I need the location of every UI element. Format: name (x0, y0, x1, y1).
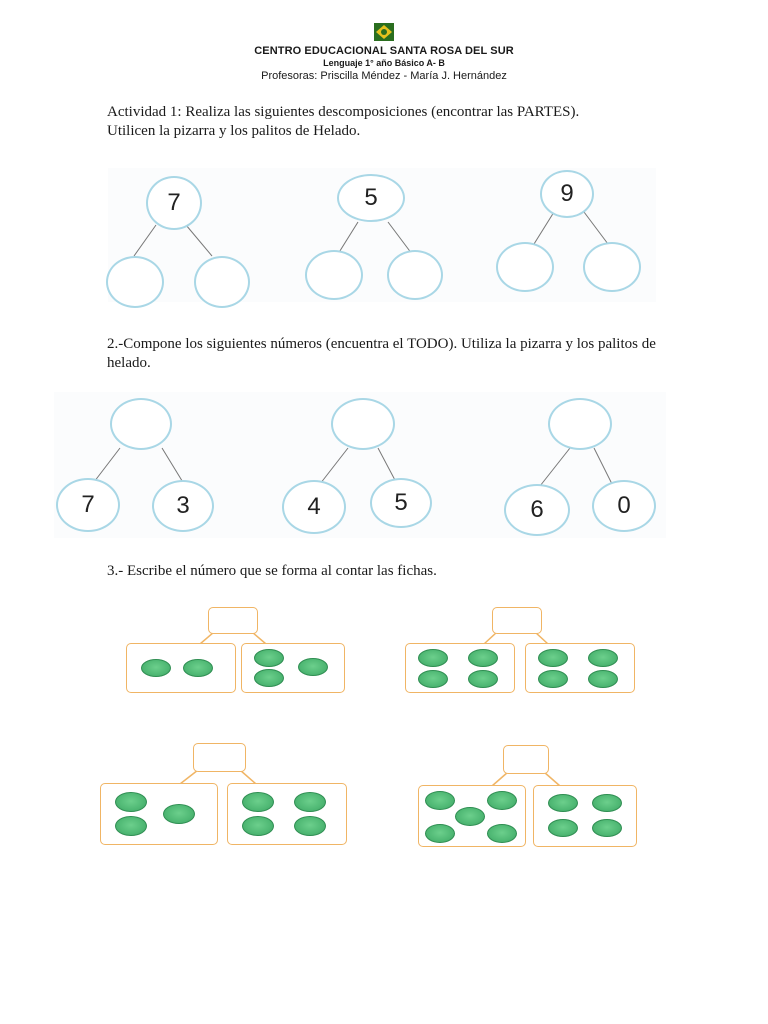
chip (294, 792, 326, 812)
left-chip-box-1 (126, 643, 236, 693)
chip (487, 824, 517, 843)
chip (548, 794, 578, 812)
activity2-instruction: 2.-Compone los siguientes números (encuentra el TODO). Utiliza la pizarra y los palitos de helado. (107, 336, 656, 371)
chip (141, 659, 171, 677)
tree4-top-circle[interactable] (110, 398, 172, 450)
chip (425, 791, 455, 810)
tree6-left-circle: 6 (504, 484, 570, 536)
chip (294, 816, 326, 836)
tree3-right-circle[interactable] (583, 242, 641, 292)
chip (468, 649, 498, 667)
school-crest-icon (373, 22, 395, 42)
tree2-left-circle[interactable] (305, 250, 363, 300)
answer-box-2[interactable] (492, 607, 542, 634)
right-chip-box-4 (533, 785, 637, 847)
tree6-right-circle: 0 (592, 480, 656, 532)
chip (242, 792, 274, 812)
tree3-left-circle[interactable] (496, 242, 554, 292)
left-chip-box-2 (405, 643, 515, 693)
course-name: Lenguaje 1° año Básico A- B (323, 58, 445, 68)
chip (242, 816, 274, 836)
chip (298, 658, 328, 676)
tree1-right-circle[interactable] (194, 256, 250, 308)
activity2-diagram (54, 392, 666, 538)
chip (115, 792, 147, 812)
answer-box-4[interactable] (503, 745, 549, 774)
chip (254, 669, 284, 687)
activity1-instruction: Actividad 1: Realiza las siguientes descomposiciones (encontrar las PARTES). Utilicen la pizarra y los palitos de Helado. (107, 104, 580, 139)
teachers-line: Profesoras: Priscilla Méndez - María J. Hernández (261, 70, 507, 82)
tree3-top-circle: 9 (540, 170, 594, 218)
chip (183, 659, 213, 677)
chip (538, 670, 568, 688)
chip (592, 794, 622, 812)
tree4-right-circle: 3 (152, 480, 214, 532)
tree5-left-circle: 4 (282, 480, 346, 534)
tree5-top-circle[interactable] (331, 398, 395, 450)
right-chip-box-2 (525, 643, 635, 693)
tree4-left-circle: 7 (56, 478, 120, 532)
tree1-top-circle: 7 (146, 176, 202, 230)
chip (163, 804, 195, 824)
school-name: CENTRO EDUCACIONAL SANTA ROSA DEL SUR (254, 45, 514, 57)
chip (254, 649, 284, 667)
chip (425, 824, 455, 843)
activity1-diagram (108, 168, 656, 302)
chip (468, 670, 498, 688)
left-chip-box-4 (418, 785, 526, 847)
chip (115, 816, 147, 836)
chip (538, 649, 568, 667)
chip (548, 819, 578, 837)
activity3-instruction: 3.- Escribe el número que se forma al contar las fichas. (107, 563, 437, 579)
chip (418, 670, 448, 688)
chip (592, 819, 622, 837)
tree5-right-circle: 5 (370, 478, 432, 528)
chip (588, 670, 618, 688)
chip (455, 807, 485, 826)
chip (487, 791, 517, 810)
tree6-top-circle[interactable] (548, 398, 612, 450)
tree2-top-circle: 5 (337, 174, 405, 222)
answer-box-3[interactable] (193, 743, 246, 772)
chip (418, 649, 448, 667)
document-header (0, 22, 768, 82)
tree1-left-circle[interactable] (106, 256, 164, 308)
answer-box-1[interactable] (208, 607, 258, 634)
right-chip-box-3 (227, 783, 347, 845)
left-chip-box-3 (100, 783, 218, 845)
right-chip-box-1 (241, 643, 345, 693)
chip (588, 649, 618, 667)
tree2-right-circle[interactable] (387, 250, 443, 300)
